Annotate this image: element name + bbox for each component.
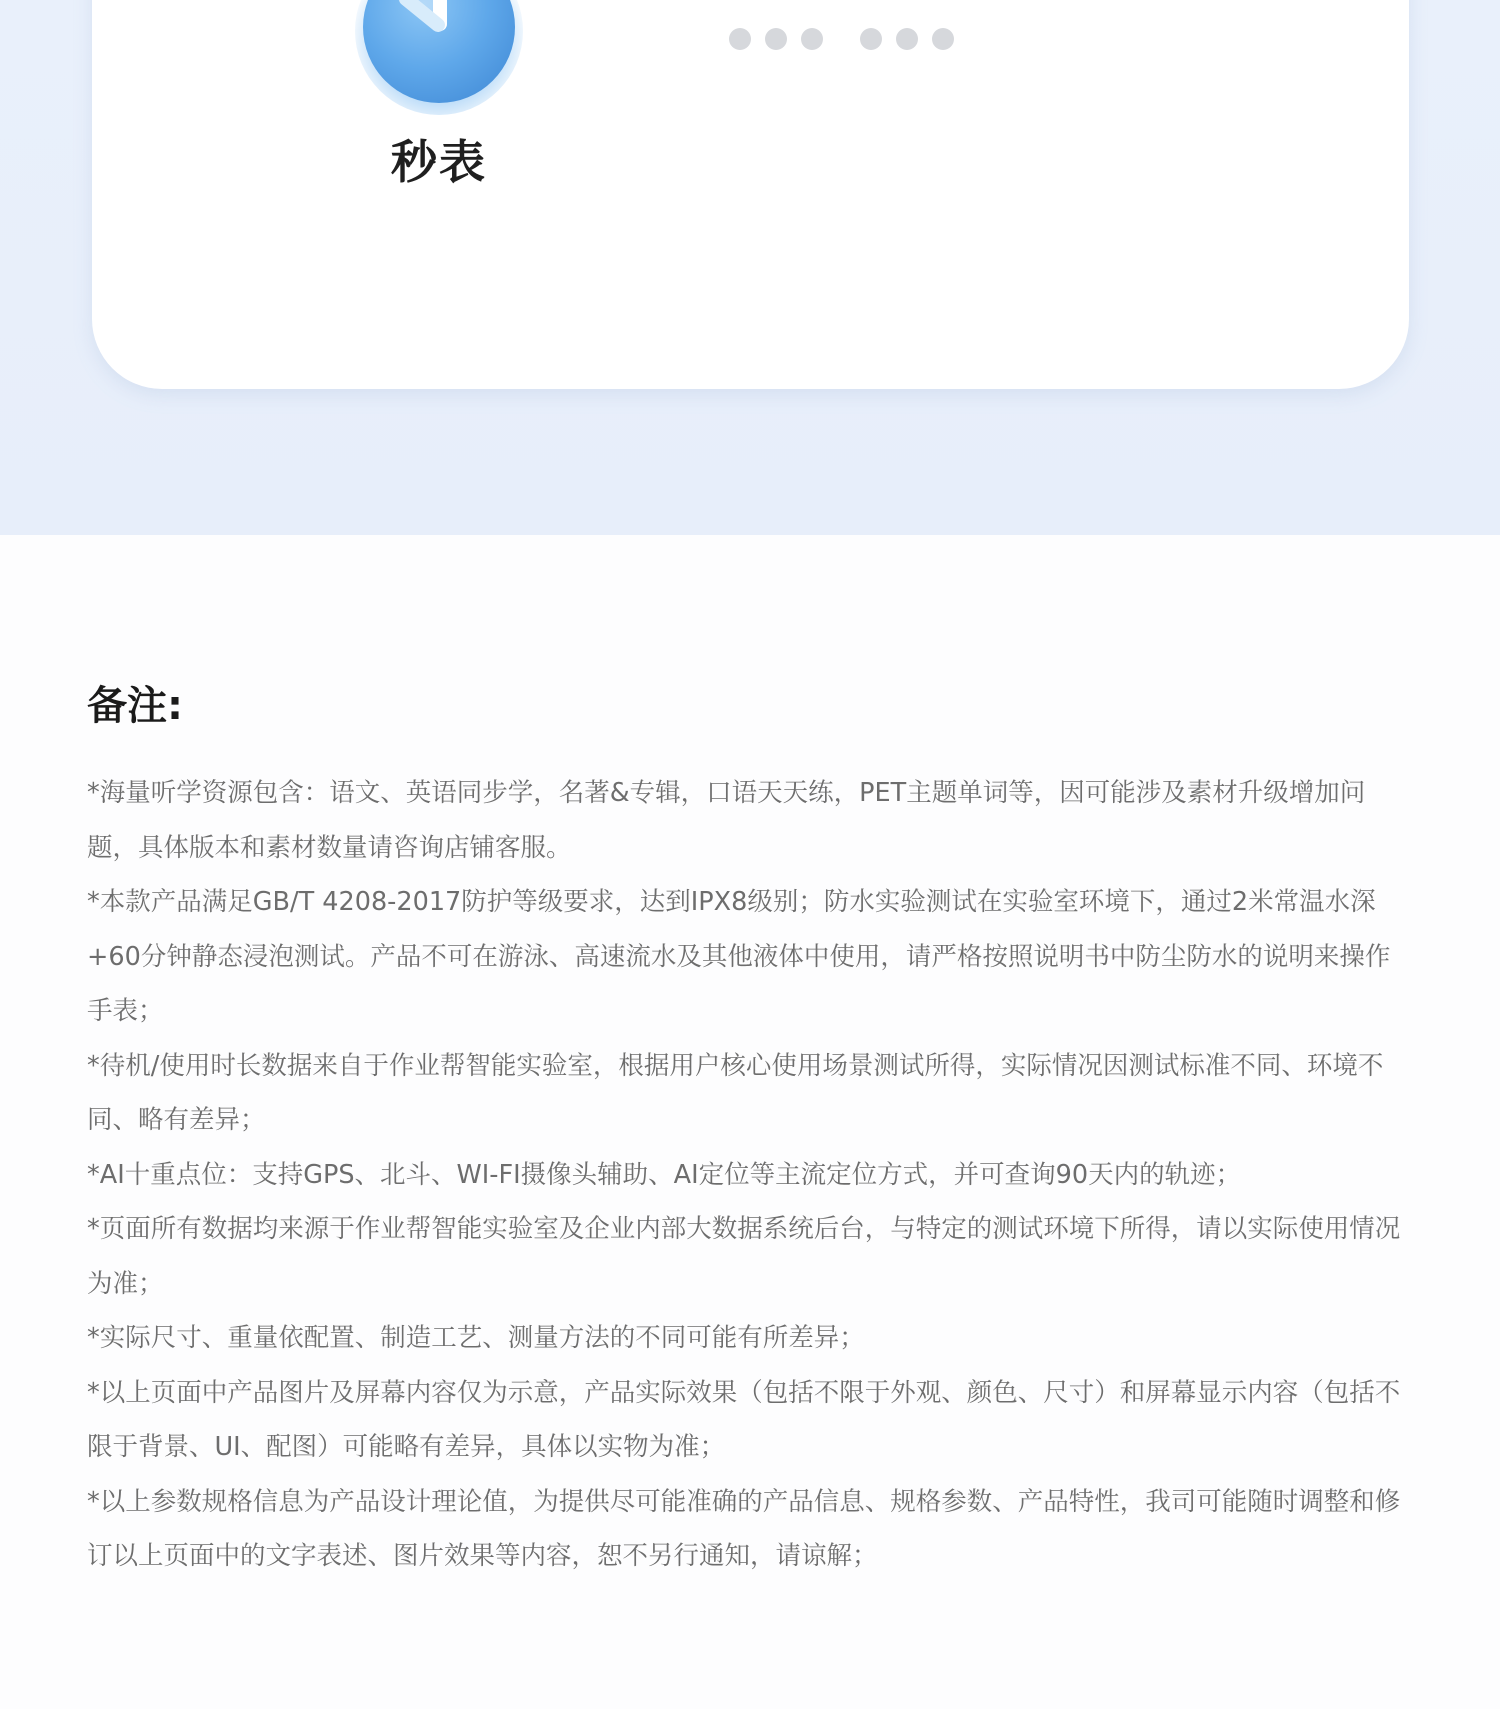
app-grid-card <box>92 0 1409 389</box>
feature-background-band <box>0 0 1500 535</box>
note-item: *实际尺寸、重量依配置、制造工艺、测量方法的不同可能有所差异； <box>87 1323 865 1353</box>
pager-dots <box>729 28 959 54</box>
note-item: *本款产品满足GB/T 4208-2017防护等级要求，达到IPX8级别；防水实验测试在实验室环境下，通过2米常温水深+60分钟静态浸泡测试。产品不可在游泳、高速流水及其他液体中使用，请严格按照说明书中防尘防水的说明来操作手表； <box>87 887 1391 1026</box>
app-label: 秒表 <box>391 135 487 189</box>
pager-dot[interactable] <box>932 28 954 50</box>
pager-dot[interactable] <box>729 28 751 50</box>
note-item: *海量听学资源包含：语文、英语同步学，名著&专辑，口语天天练，PET主题单词等，因可能涉及素材升级增加问题，具体版本和素材数量请咨询店铺客服。 <box>87 778 1366 863</box>
notes-list <box>87 766 1407 1584</box>
notes-title: 备注: <box>87 683 183 729</box>
pager-dot[interactable] <box>765 28 787 50</box>
pager-dot[interactable] <box>896 28 918 50</box>
stopwatch-icon <box>354 0 524 115</box>
note-item: *页面所有数据均来源于作业帮智能实验室及企业内部大数据系统后台，与特定的测试环境下所得，请以实际使用情况为准； <box>87 1214 1401 1299</box>
note-item: *以上参数规格信息为产品设计理论值，为提供尽可能准确的产品信息、规格参数、产品特性，我司可能随时调整和修订以上页面中的文字表述、图片效果等内容，恕不另行通知，请谅解； <box>87 1486 1401 1571</box>
pager-dot[interactable] <box>801 28 823 50</box>
note-item: *AI十重点位：支持GPS、北斗、WI-FI摄像头辅助、AI定位等主流定位方式，并可查询90天内的轨迹； <box>87 1159 1242 1190</box>
pager-dot[interactable] <box>860 28 882 50</box>
note-item: *以上页面中产品图片及屏幕内容仅为示意，产品实际效果（包括不限于外观、颜色、尺寸）和屏幕显示内容（包括不限于背景、UI、配图）可能略有差异，具体以实物为准； <box>87 1377 1401 1462</box>
note-item: *待机/使用时长数据来自于作业帮智能实验室，根据用户核心使用场景测试所得，实际情况因测试标准不同、环境不同、略有差异； <box>87 1050 1384 1135</box>
notes-section <box>87 678 1407 1584</box>
